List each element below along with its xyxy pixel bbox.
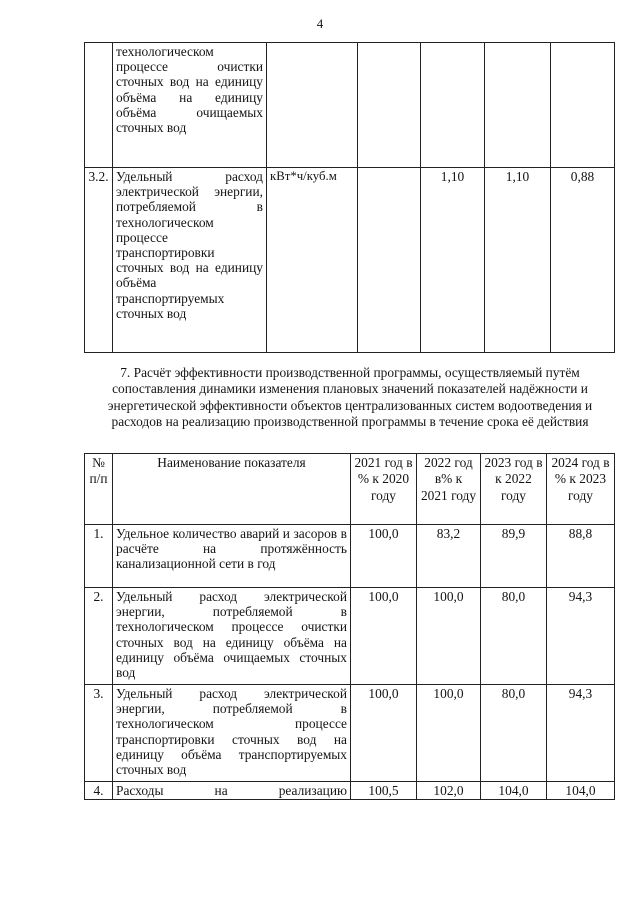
value-cell: 100,0 <box>417 685 481 782</box>
unit-cell: кВт*ч/куб.м <box>267 168 358 353</box>
value-cell <box>358 168 421 353</box>
row-number-cell: 4. <box>85 782 113 800</box>
value-cell: 1,10 <box>485 168 551 353</box>
row-number-cell: 3. <box>85 685 113 782</box>
value-cell: 100,0 <box>351 588 417 685</box>
table-row <box>85 43 615 168</box>
indicator-name-cell: Удельный расход электрической энергии, потребляемой в технологическом процессе очистки сточных вод на единицу объёма на единицу объёма очищаемых сточных вод <box>113 588 351 685</box>
table-row <box>85 168 615 353</box>
indicators-table-continued <box>84 42 615 353</box>
value-cell <box>485 43 551 168</box>
value-cell: 80,0 <box>481 588 547 685</box>
value-cell: 104,0 <box>481 782 547 800</box>
row-number-cell: 2. <box>85 588 113 685</box>
value-cell <box>551 43 615 168</box>
value-cell: 100,0 <box>351 685 417 782</box>
value-cell: 94,3 <box>547 685 615 782</box>
section-heading: 7. Расчёт эффективности производственной программы, осуществляемый путём сопоставления динамики изменения плановых значений показателей надёжности и энергетической эффективности объектов централизованных систем водоотведения и расходов на реализацию производственной программы в течение срока её действия <box>107 365 593 430</box>
unit-cell <box>267 43 358 168</box>
value-cell: 100,0 <box>351 525 417 588</box>
table-row <box>85 685 615 782</box>
header-2024: 2024 год в % к 2023 году <box>547 454 615 525</box>
value-cell: 80,0 <box>481 685 547 782</box>
header-2021: 2021 год в % к 2020 году <box>351 454 417 525</box>
value-cell: 100,0 <box>417 588 481 685</box>
header-2022: 2022 год в% к 2021 году <box>417 454 481 525</box>
table-row <box>85 525 615 588</box>
indicator-name-cell: технологическом процессе очистки сточных вод на единицу объёма на единицу объёма очищаемых сточных вод <box>113 43 267 168</box>
value-cell: 0,88 <box>551 168 615 353</box>
value-cell: 88,8 <box>547 525 615 588</box>
header-row <box>85 454 615 525</box>
page-number: 4 <box>316 16 324 31</box>
header-indicator-name: Наименование показателя <box>113 454 351 525</box>
value-cell: 1,10 <box>421 168 485 353</box>
value-cell <box>421 43 485 168</box>
table-row <box>85 588 615 685</box>
value-cell: 104,0 <box>547 782 615 800</box>
value-cell: 94,3 <box>547 588 615 685</box>
indicator-name-cell: Удельный расход электрической энергии, потребляемой в технологическом процессе транспортировки сточных вод на единицу объёма транспортируемых сточных вод <box>113 685 351 782</box>
value-cell: 100,5 <box>351 782 417 800</box>
indicator-name-text: Расходы на реализацию <box>116 783 347 798</box>
value-cell: 102,0 <box>417 782 481 800</box>
header-number: № п/п <box>85 454 113 525</box>
efficiency-table <box>84 453 615 800</box>
value-cell <box>358 43 421 168</box>
indicator-name-cell <box>113 782 351 800</box>
value-cell: 83,2 <box>417 525 481 588</box>
table-row <box>85 782 615 800</box>
value-cell: 89,9 <box>481 525 547 588</box>
row-number-cell: 3.2. <box>85 168 113 353</box>
indicator-name-cell: Удельное количество аварий и засоров в расчёте на протяжённость канализационной сети в год <box>113 525 351 588</box>
header-2023: 2023 год в к 2022 году <box>481 454 547 525</box>
row-number-cell: 1. <box>85 525 113 588</box>
indicator-name-cell: Удельный расход электрической энергии, потребляемой в технологическом процессе транспортировки сточных вод на единицу объёма транспортируемых сточных вод <box>113 168 267 353</box>
row-number-cell <box>85 43 113 168</box>
